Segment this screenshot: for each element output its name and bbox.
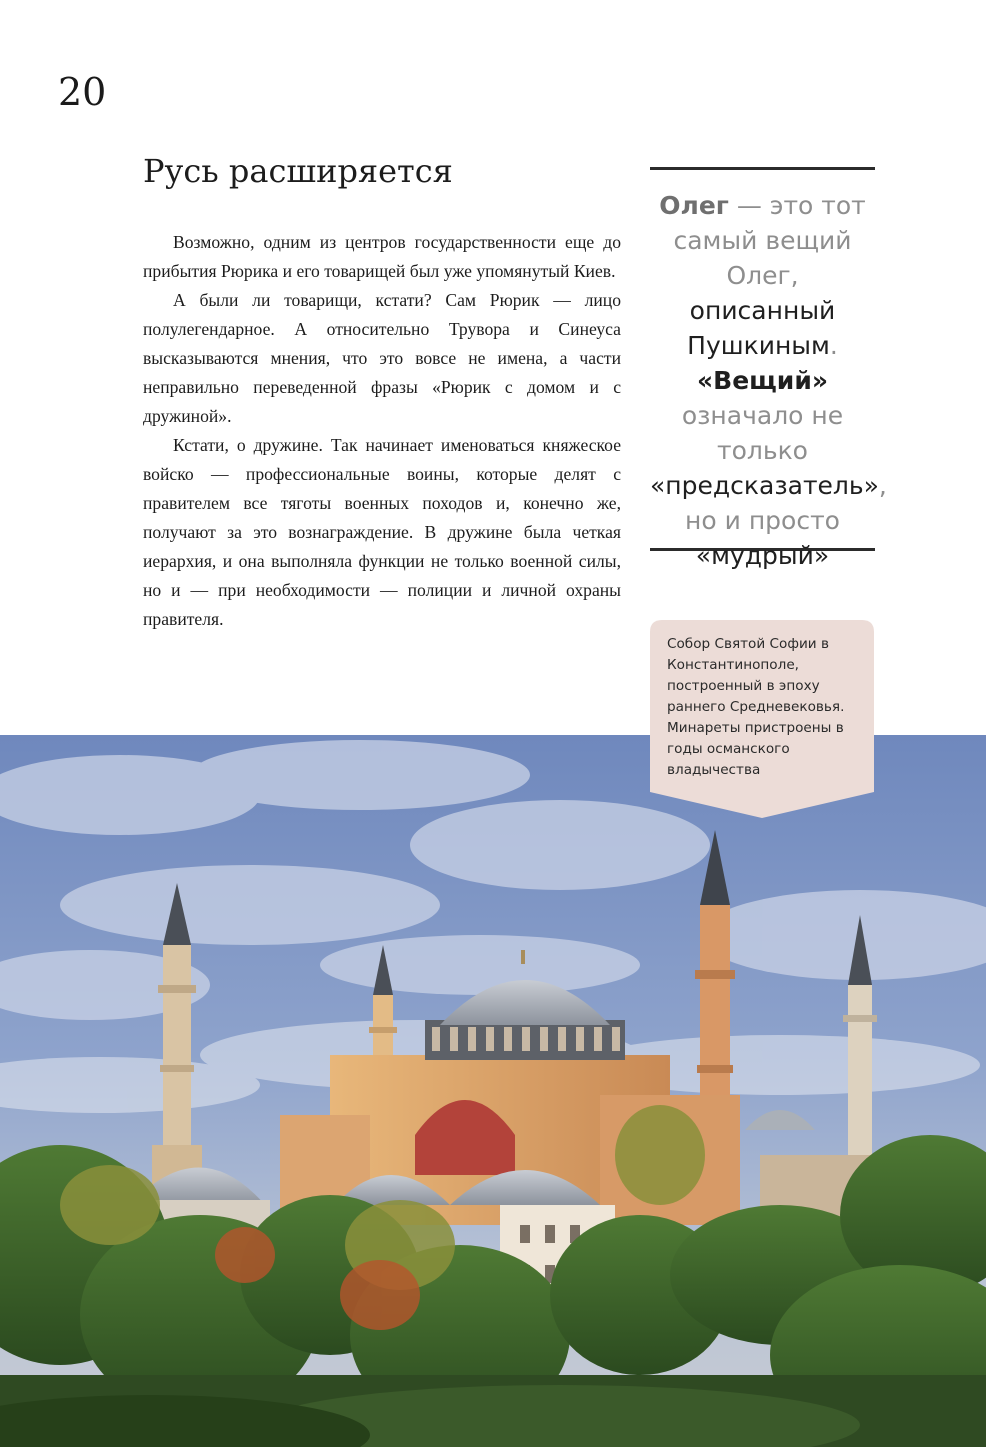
pull-quote bbox=[650, 167, 887, 570]
paragraph-3: Кстати, о дружине. Так начинает именоваться княжеское войско — профессиональные воины, которые делят с правителем все тяготы военных походов и, конечно же, получают за это вознаграждение. В дружине была четкая иерархия, и она выполняла функции не только военной силы, но и — при необходимости — полиции и личной охраны правителя. bbox=[143, 435, 621, 629]
paragraph-2: А были ли товарищи, кстати? Сам Рюрик — лицо полулегендарное. А относительно Трувора и Синеуса высказываются мнения, что это вовсе не имена, а части неправильно переведенной фразы «Рюрик с домом и с дружиной». bbox=[143, 290, 621, 426]
page-number: 20 bbox=[58, 70, 107, 114]
pullquote-text-2: . bbox=[829, 331, 838, 360]
pullquote-mudry: «мудрый» bbox=[695, 541, 830, 570]
caption-text: Собор Святой Софии в Константинополе, построенный в эпоху раннего Средневековья. Минареты пристроены в годы османского владычества bbox=[667, 636, 845, 778]
pullquote-text-1: — это тот самый вещий Олег, bbox=[673, 191, 866, 290]
hagia-sophia-photo bbox=[0, 735, 986, 1447]
pullquote-text-3: означало не только bbox=[681, 401, 844, 465]
pullquote-predskazatel: «предсказатель» bbox=[650, 471, 879, 500]
pullquote-text-4: , но и просто bbox=[685, 471, 887, 535]
pullquote-veshchiy: «Вещий» bbox=[697, 366, 828, 395]
pullquote-pushkin: описанный Пушкиным bbox=[687, 296, 836, 360]
body-text bbox=[143, 228, 621, 634]
section-title: Русь расширяется bbox=[143, 152, 453, 190]
photo-caption bbox=[650, 620, 874, 818]
paragraph-1: Возможно, одним из центров государственности еще до прибытия Рюрика и его товарищей был уже упомянутый Киев. bbox=[143, 232, 621, 281]
pullquote-oleg: Олег bbox=[659, 191, 729, 220]
